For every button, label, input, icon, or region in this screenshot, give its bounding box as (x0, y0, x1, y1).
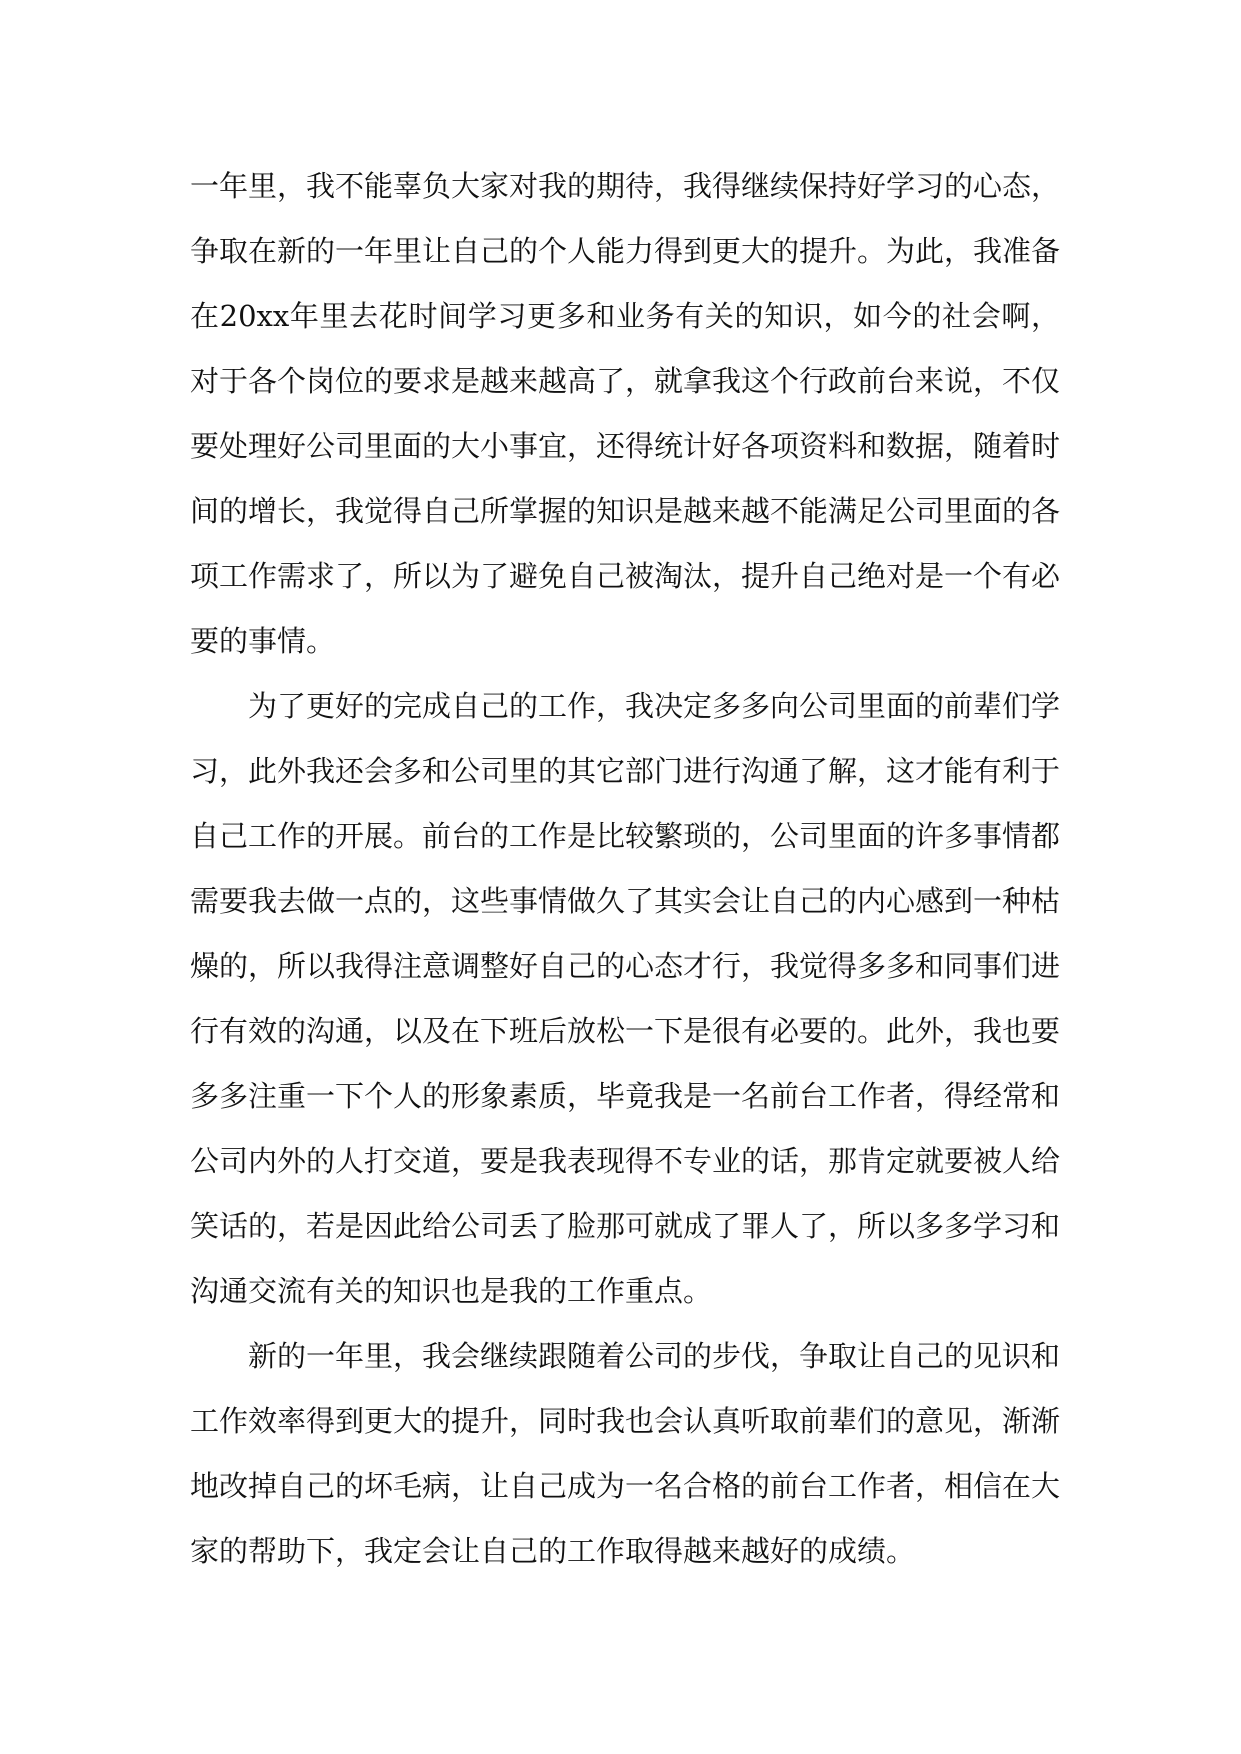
paragraph-3: 新的一年里，我会继续跟随着公司的步伐，争取让自己的见识和工作效率得到更大的提升，同时我也会认真听取前辈们的意见，渐渐地改掉自己的坏毛病，让自己成为一名合格的前台工作者，相信在大家的帮助下，我定会让自己的工作取得越来越好的成绩。 (190, 1339, 1061, 1568)
document-body (190, 154, 1060, 1584)
paragraph-2: 为了更好的完成自己的工作，我决定多多向公司里面的前辈们学习，此外我还会多和公司里的其它部门进行沟通了解，这才能有利于自己工作的开展。前台的工作是比较繁琐的，公司里面的许多事情都需要我去做一点的，这些事情做久了其实会让自己的内心感到一种枯燥的，所以我得注意调整好自己的心态才行，我觉得多多和同事们进行有效的沟通，以及在下班后放松一下是很有必要的。此外，我也要多多注重一下个人的形象素质，毕竟我是一名前台工作者，得经常和公司内外的人打交道，要是我表现得不专业的话，那肯定就要被人给笑话的，若是因此给公司丢了脸那可就成了罪人了，所以多多学习和沟通交流有关的知识也是我的工作重点。 (190, 689, 1061, 1308)
paragraph-1: 一年里，我不能辜负大家对我的期待，我得继续保持好学习的心态，争取在新的一年里让自己的个人能力得到更大的提升。为此，我准备在20xx年里去花时间学习更多和业务有关的知识，如今的社会啊，对于各个岗位的要求是越来越高了，就拿我这个行政前台来说，不仅要处理好公司里面的大小事宜，还得统计好各项资料和数据，随着时间的增长，我觉得自己所掌握的知识是越来越不能满足公司里面的各项工作需求了，所以为了避免自己被淘汰，提升自己绝对是一个有必要的事情。 (190, 169, 1061, 658)
